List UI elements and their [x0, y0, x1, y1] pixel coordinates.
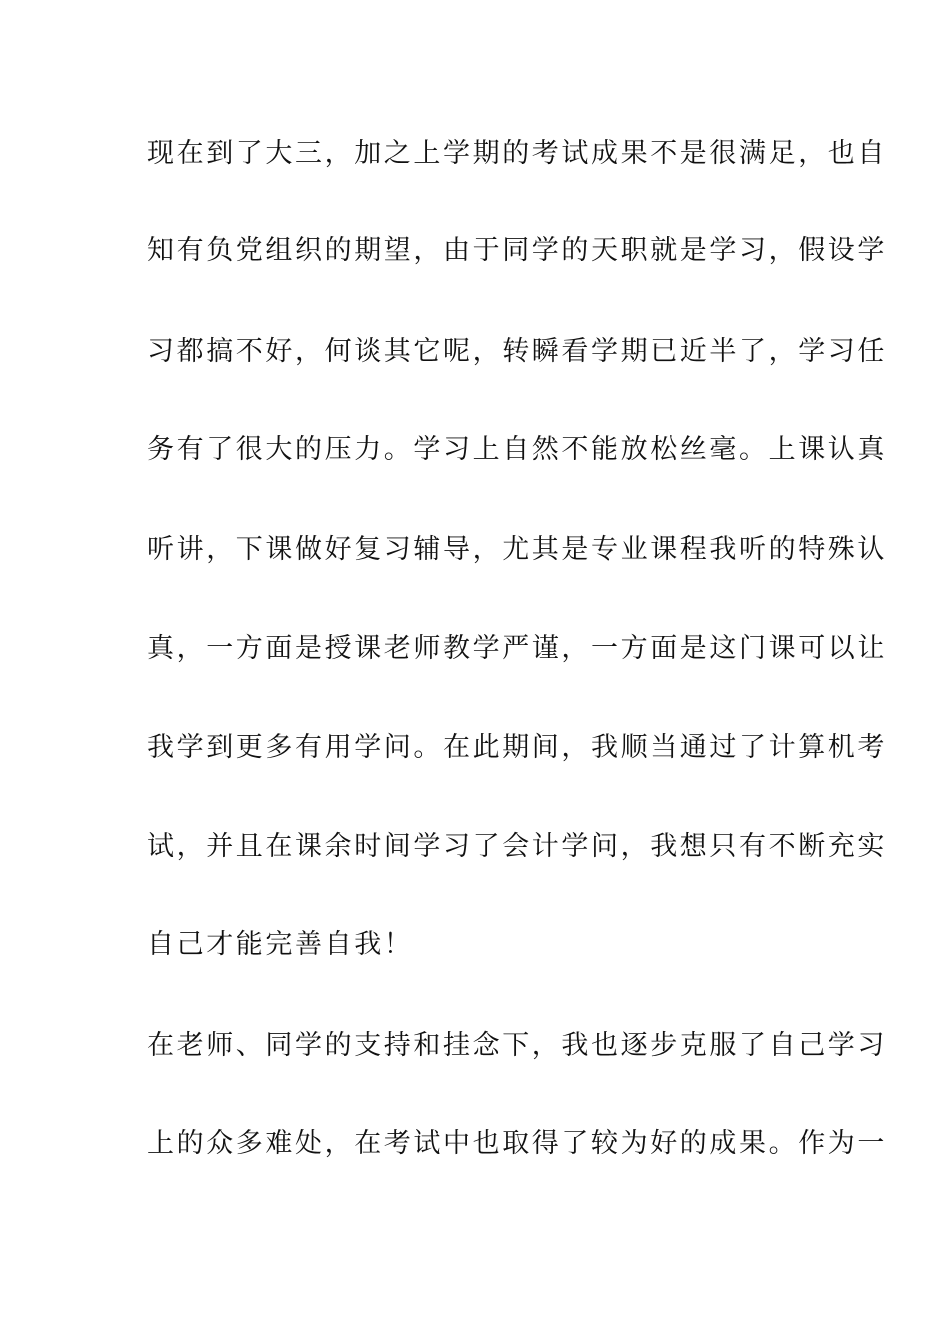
paragraph-1-line-7: 我学到更多有用学问。在此期间，我顺当通过了计算机考 [147, 732, 887, 763]
paragraph-1-line-8: 试，并且在课余时间学习了会计学问，我想只有不断充实 [147, 831, 887, 862]
paragraph-1-line-2: 知有负党组织的期望，由于同学的天职就是学习，假设学 [147, 235, 887, 266]
paragraph-1-line-1: 现在到了大三，加之上学期的考试成果不是很满足，也自 [147, 138, 887, 169]
paragraph-1-line-6: 真，一方面是授课老师教学严谨，一方面是这门课可以让 [147, 633, 887, 664]
paragraph-1-line-5: 听讲，下课做好复习辅导，尤其是专业课程我听的特殊认 [147, 534, 887, 565]
paragraph-1-line-9: 自己才能完善自我！ [147, 929, 414, 960]
paragraph-2-line-2: 上的众多难处，在考试中也取得了较为好的成果。作为一 [147, 1128, 887, 1159]
paragraph-1-line-4: 务有了很大的压力。学习上自然不能放松丝毫。上课认真 [147, 434, 887, 465]
paragraph-2-line-1: 在老师、同学的支持和挂念下，我也逐步克服了自己学习 [147, 1030, 887, 1061]
paragraph-1-line-3: 习都搞不好，何谈其它呢，转瞬看学期已近半了，学习任 [147, 336, 887, 367]
